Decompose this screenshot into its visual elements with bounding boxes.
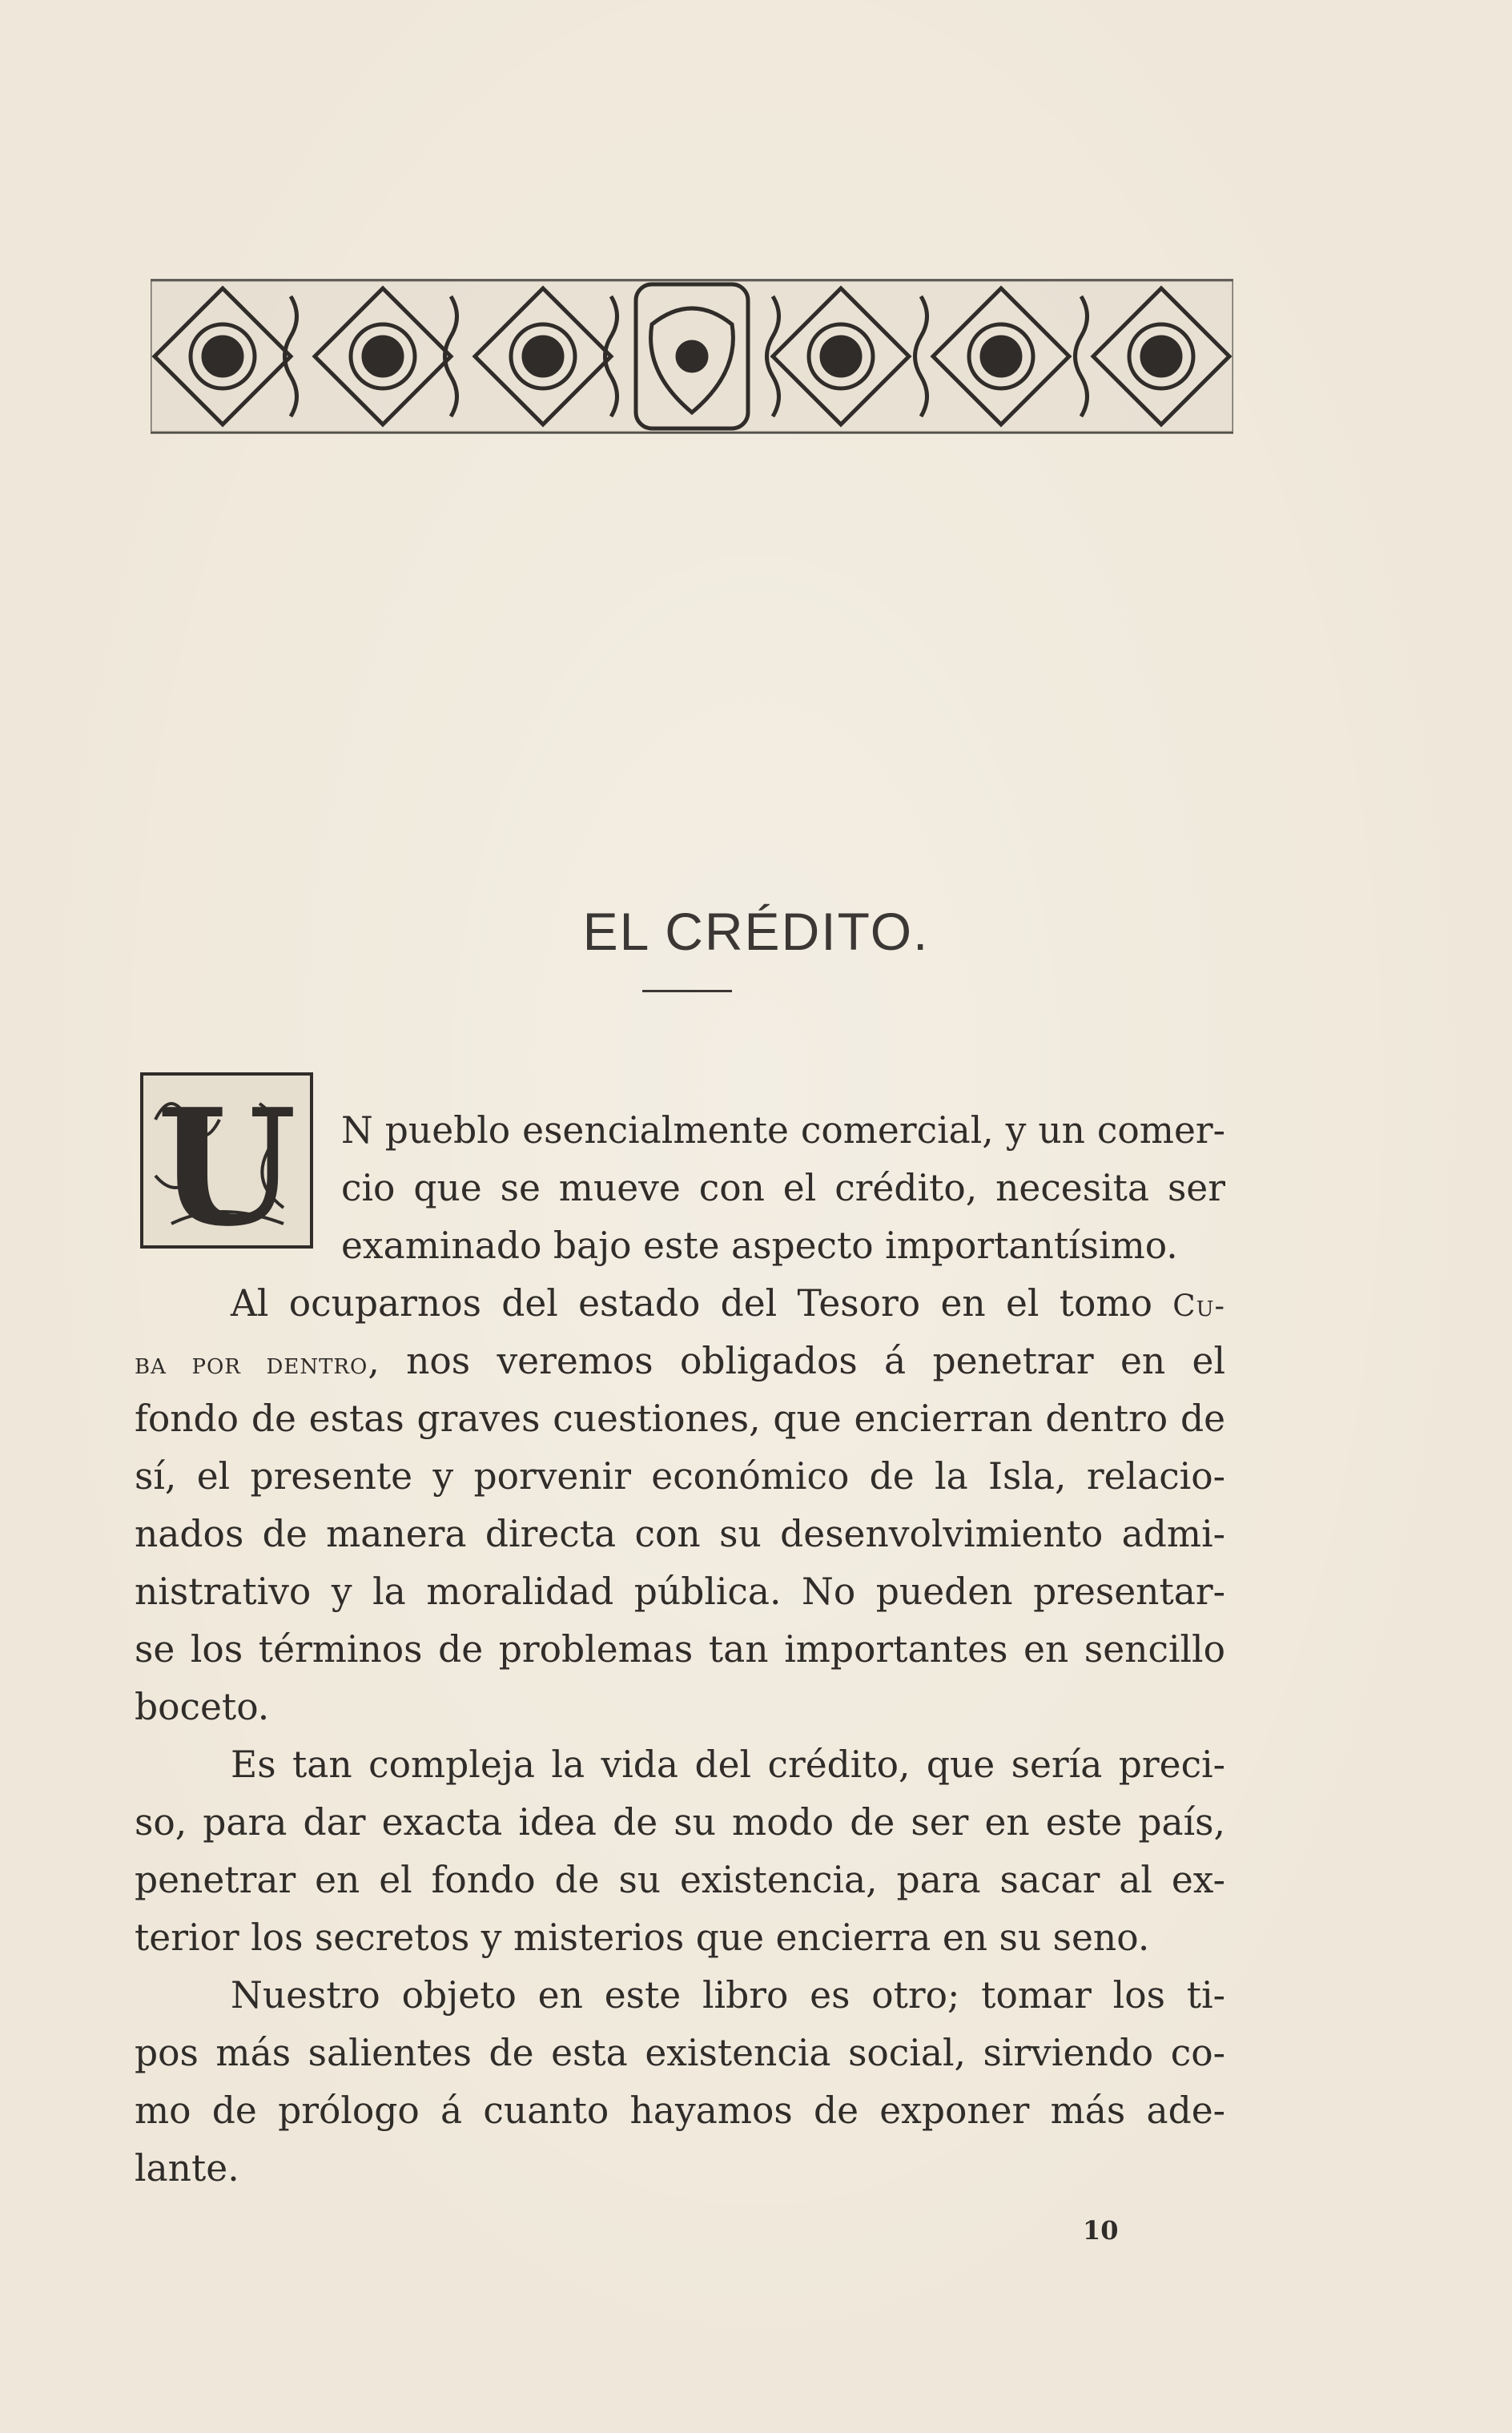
ornament-graphic — [151, 272, 1233, 440]
decorative-initial-u — [139, 1072, 314, 1249]
text-line: fondo de estas graves cuestiones, que encierran dentro de — [135, 1397, 1225, 1440]
first-paragraph — [341, 1102, 1225, 1275]
small-caps-segment: Cu- — [1172, 1289, 1225, 1323]
text-line: boceto. — [135, 1686, 270, 1728]
text-segment: , nos veremos obligados á penetrar en el — [368, 1340, 1225, 1382]
text-line: cio que se mueve con el crédito, necesita ser — [341, 1167, 1225, 1209]
small-caps-segment: ba por dentro — [135, 1346, 368, 1381]
text-line: N pueblo esencialmente comercial, y un comer- — [341, 1109, 1225, 1152]
text-line: mo de prólogo á cuanto hayamos de exponer más ade- — [135, 2089, 1225, 2132]
body-text — [135, 1275, 1225, 2198]
text-line: lante. — [135, 2147, 239, 2190]
text-line: nistrativo y la moralidad pública. No pueden presentar- — [135, 1570, 1225, 1613]
text-line — [135, 1333, 1225, 1390]
page-number: 10 — [1083, 2215, 1119, 2246]
text-segment: Al ocuparnos del estado del Tesoro en el tomo — [231, 1282, 1173, 1325]
text-line: so, para dar exacta idea de su modo de ser en este país, — [135, 1801, 1225, 1844]
text-line: penetrar en el fondo de su existencia, para sacar al ex- — [135, 1859, 1225, 1901]
text-line: sí, el presente y porvenir económico de la Isla, relacio- — [135, 1455, 1225, 1498]
text-line — [135, 1275, 1225, 1333]
drop-cap-letter: U — [156, 1074, 297, 1249]
text-line: Nuestro objeto en este libro es otro; tomar los ti- — [231, 1974, 1225, 2017]
text-line: nados de manera directa con su desenvolvimiento admi- — [135, 1513, 1225, 1555]
drop-cap-graphic — [139, 1072, 314, 1249]
chapter-title: EL CRÉDITO. — [582, 902, 930, 961]
text-line: terior los secretos y misterios que encierra en su seno. — [135, 1916, 1150, 1959]
text-line: se los términos de problemas tan importantes en sencillo — [135, 1628, 1225, 1671]
text-line: examinado bajo este aspecto importantísimo. — [341, 1225, 1178, 1267]
title-underline-rule — [642, 990, 732, 992]
ornamental-header-band — [151, 272, 1233, 440]
text-line: pos más salientes de esta existencia social, sirviendo co- — [135, 2032, 1225, 2074]
text-line: Es tan compleja la vida del crédito, que sería preci- — [231, 1743, 1225, 1786]
